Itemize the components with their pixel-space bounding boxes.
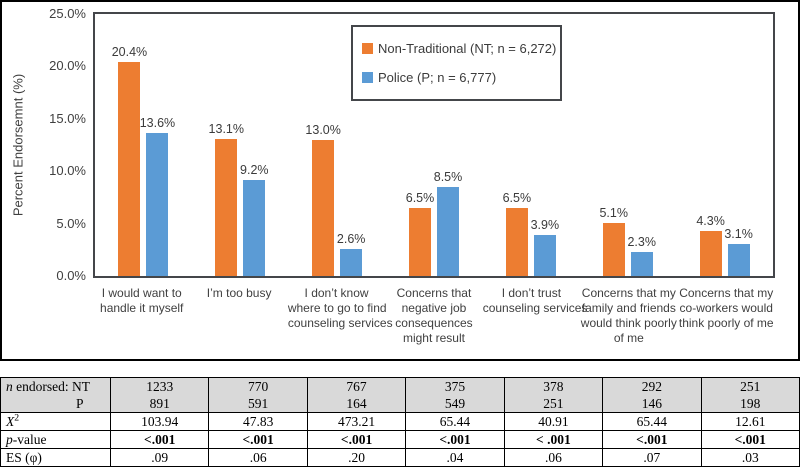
plot-area xyxy=(93,12,775,278)
bar-value-label: 2.3% xyxy=(627,234,656,249)
y-tick-label: 20.0% xyxy=(49,58,86,74)
table-cell: 164 xyxy=(307,395,405,413)
bar-group-6 xyxy=(579,14,676,276)
table-cell: .03 xyxy=(701,449,799,467)
x-axis-label-line: I’m too busy xyxy=(206,286,272,300)
x-axis-label-line: I would want to xyxy=(101,286,182,300)
legend-item-police xyxy=(362,70,560,85)
bar-value-label: 13.1% xyxy=(208,121,245,136)
x-axis-label-line: handle it myself xyxy=(100,301,184,315)
x-axis-labels xyxy=(93,286,775,346)
table-row-chi-square xyxy=(1,413,800,431)
x-axis-label-line: counseling services xyxy=(287,316,393,330)
bar-nt-5 xyxy=(502,190,532,276)
legend xyxy=(351,25,562,101)
y-tick-label: 0.0% xyxy=(56,268,86,283)
x-axis-label-line: consequences xyxy=(395,316,473,330)
table-cell: <.001 xyxy=(209,431,307,449)
x-axis-label-2 xyxy=(190,286,287,346)
table-cell: 1233 xyxy=(111,378,209,396)
table-cell: 146 xyxy=(603,395,701,413)
bar-value-label: 20.4% xyxy=(111,45,148,60)
bar-value-label: 3.1% xyxy=(724,226,753,241)
table-cell: 103.94 xyxy=(111,413,209,431)
table-cell: .04 xyxy=(406,449,504,467)
x-axis-label-line: co-workers would xyxy=(679,301,773,315)
table-cell: 767 xyxy=(307,378,405,396)
y-tick-label: 5.0% xyxy=(56,215,86,231)
table-cell: 251 xyxy=(701,378,799,396)
x-axis-label-line: negative job xyxy=(401,301,467,315)
bar-value-label: 8.5% xyxy=(433,169,463,184)
table-cell: 40.91 xyxy=(504,413,602,431)
table-cell: 891 xyxy=(111,395,209,413)
bar-value-label: 13.0% xyxy=(305,122,341,137)
table-row-n-endorsed-nt xyxy=(1,378,800,396)
bar-value-label: 5.1% xyxy=(599,205,628,220)
row-label-line: n endorsed: NT xyxy=(6,379,90,394)
y-axis-title: Percent Endorsemnt (%) xyxy=(10,73,26,217)
table-row-p-value xyxy=(1,431,800,449)
bar-police-4 xyxy=(433,169,463,276)
table-cell: 292 xyxy=(603,378,701,396)
table-cell: <.001 xyxy=(111,431,209,449)
x-axis-label-line: family and friends xyxy=(581,301,676,315)
bar-value-label: 4.3% xyxy=(696,213,725,228)
table-cell: .06 xyxy=(504,449,602,467)
legend-swatch-icon xyxy=(362,43,373,54)
x-axis-label-line: counseling services xyxy=(482,301,588,315)
table-cell: 198 xyxy=(701,395,799,413)
table-cell: <.001 xyxy=(307,431,405,449)
bar-group-2 xyxy=(192,14,289,276)
legend-label: Police (P; n = 6,777) xyxy=(378,70,497,85)
stats-table-panel xyxy=(0,377,800,467)
table-row-n-endorsed-p xyxy=(1,395,800,413)
legend-swatch-icon xyxy=(362,72,373,83)
y-tick-label: 10.0% xyxy=(49,163,86,179)
x-axis-label-4 xyxy=(385,286,482,346)
y-axis xyxy=(2,2,86,359)
row-label-n-endorsed xyxy=(1,378,111,413)
bar-police-2 xyxy=(240,162,269,276)
bar-nt-6 xyxy=(599,205,628,276)
table-cell: 549 xyxy=(406,395,504,413)
bar-nt-3 xyxy=(305,122,341,276)
legend-label: Non-Traditional (NT; n = 6,272) xyxy=(378,41,557,56)
table-cell: 65.44 xyxy=(603,413,701,431)
table-cell: < .001 xyxy=(504,431,602,449)
table-cell: 473.21 xyxy=(307,413,405,431)
x-axis-label-5 xyxy=(482,286,588,346)
x-axis-label-line: of me xyxy=(613,331,644,345)
x-axis-label-line: Concerns that my xyxy=(581,286,676,300)
x-axis-label-line: where to go to find xyxy=(287,301,387,315)
table-cell: 378 xyxy=(504,378,602,396)
legend-item-nt xyxy=(362,41,560,56)
bar-police-1 xyxy=(139,116,176,276)
table-cell: 12.61 xyxy=(701,413,799,431)
x-axis-label-line: Concerns that my xyxy=(679,286,774,300)
x-axis-label-7 xyxy=(678,286,775,346)
row-label-line: P xyxy=(76,396,84,411)
table-cell: .09 xyxy=(111,449,209,467)
x-axis-label-line: would think poorly xyxy=(580,316,677,330)
bar-police-3 xyxy=(336,231,366,276)
bar-nt-7 xyxy=(696,213,725,276)
bar-police-7 xyxy=(724,226,753,276)
table-cell: 251 xyxy=(504,395,602,413)
row-label-es-phi: ES (φ) xyxy=(1,449,111,467)
row-label-chi-square: $X^2$ xyxy=(1,413,111,431)
x-axis-label-3 xyxy=(287,286,393,346)
x-axis-label-line: I don’t know xyxy=(304,286,369,300)
bar-value-label: 6.5% xyxy=(502,190,532,205)
bar-police-5 xyxy=(530,218,560,276)
bar-group-7 xyxy=(676,14,773,276)
table-cell: <.001 xyxy=(406,431,504,449)
x-axis-label-line: I don’t trust xyxy=(501,286,562,300)
table-cell: 375 xyxy=(406,378,504,396)
bar-value-label: 9.2% xyxy=(240,162,269,177)
table-cell: <.001 xyxy=(603,431,701,449)
table-cell: 47.83 xyxy=(209,413,307,431)
table-cell: <.001 xyxy=(701,431,799,449)
table-cell: 770 xyxy=(209,378,307,396)
x-axis-label-line: Concerns that xyxy=(396,286,472,300)
x-axis-label-line: might result xyxy=(402,331,465,345)
table-cell: .06 xyxy=(209,449,307,467)
table-cell: 591 xyxy=(209,395,307,413)
bar-nt-4 xyxy=(405,190,435,276)
bar-value-label: 3.9% xyxy=(530,218,560,233)
bar-value-label: 13.6% xyxy=(139,116,176,131)
table-cell: .07 xyxy=(603,449,701,467)
x-axis-label-6 xyxy=(580,286,677,346)
bar-police-6 xyxy=(627,234,656,276)
y-tick-label: 15.0% xyxy=(49,110,86,126)
table-row-es-phi xyxy=(1,449,800,467)
x-axis-label-line: think poorly of me xyxy=(678,316,774,330)
bar-nt-1 xyxy=(111,45,148,276)
bar-value-label: 6.5% xyxy=(405,190,435,205)
x-axis-label-1 xyxy=(93,286,190,346)
row-label-p-value: p-value xyxy=(1,431,111,449)
stats-table xyxy=(0,377,800,467)
bar-group-1 xyxy=(95,14,192,276)
y-tick-label: 25.0% xyxy=(49,6,86,21)
bar-value-label: 2.6% xyxy=(336,231,366,246)
bar-nt-2 xyxy=(208,121,245,276)
table-cell: 65.44 xyxy=(406,413,504,431)
table-cell: .20 xyxy=(307,449,405,467)
